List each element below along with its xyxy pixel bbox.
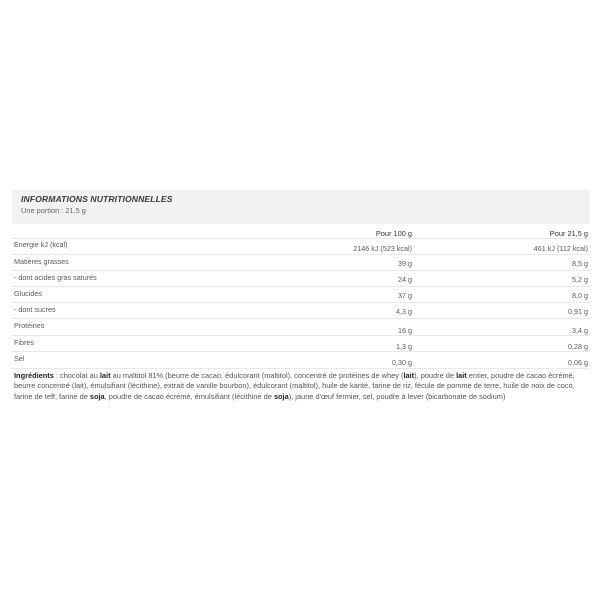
ingredients-part: ), poudre de: [414, 370, 457, 380]
row-value-per-portion: 8,0 g: [412, 287, 590, 303]
allergen-soy: soja: [89, 391, 105, 401]
column-header-per-100g: Pour 100 g: [375, 229, 412, 238]
row-value-per-portion: 0,28 g: [412, 336, 590, 352]
table-row: [12, 336, 590, 352]
nutrition-table: [12, 238, 590, 368]
row-label: Energie kJ (kcal): [12, 239, 312, 255]
row-value-per-portion: 0,91 g: [412, 303, 590, 319]
table-row: [12, 271, 590, 287]
allergen-milk: lait: [456, 370, 467, 380]
panel-subtitle: Une portion : 21,5 g: [21, 206, 86, 215]
ingredients-part: , poudre de cacao écrémé, émulsifiant (lécithine de: [104, 391, 274, 401]
column-headers: [12, 224, 590, 238]
row-value-per-portion: 5,2 g: [412, 271, 590, 287]
ingredients-part: ), jaune d'œuf fermier, sel, poudre à lever (bicarbonate de sodium): [288, 391, 506, 401]
ingredients-part: entier, poudre de cacao écrémé, beurre concentré (lait), émulsifiant (lécithine), extrait de vanille bourbon), édulcorant (maltitol), huile de karité, farine de riz, fécule de pomme de terre, huile de noix de coco, farine de teff, farine de: [14, 370, 575, 401]
allergen-milk: lait: [99, 370, 111, 380]
ingredients-label: Ingrédients: [14, 370, 54, 380]
nutrition-panel: [12, 190, 590, 402]
row-label: - dont acides gras saturés: [12, 271, 312, 287]
row-value-per-100g: 24 g: [312, 271, 412, 287]
row-label: Matières grasses: [12, 255, 312, 271]
ingredients-part: : chocolat au: [53, 370, 100, 380]
row-value-per-100g: 4,3 g: [312, 303, 412, 319]
row-value-per-portion: 3,4 g: [412, 319, 590, 336]
row-value-per-100g: 1,3 g: [312, 336, 412, 352]
row-value-per-100g: 39 g: [312, 255, 412, 271]
allergen-soy: soja: [273, 391, 289, 401]
row-label: Protéines: [12, 319, 312, 336]
table-row: [12, 287, 590, 303]
row-label: Fibres: [12, 336, 312, 352]
row-value-per-portion: 8,5 g: [412, 255, 590, 271]
table-row: [12, 352, 590, 368]
table-row: [12, 255, 590, 271]
row-value-per-100g: 2146 kJ (523 kcal): [312, 239, 412, 255]
panel-header: [12, 190, 590, 224]
row-label: - dont sucres: [12, 303, 312, 319]
row-value-per-portion: 0,06 g: [412, 352, 590, 368]
allergen-milk: lait: [403, 370, 415, 380]
row-value-per-100g: 16 g: [312, 319, 412, 336]
table-row: [12, 239, 590, 255]
ingredients-part: au maltitol 81% (beurre de cacao, édulcorant (maltitol), concentré de protéines de whey (: [110, 370, 404, 380]
table-row: [12, 303, 590, 319]
row-label: Sel: [12, 352, 312, 368]
row-value-per-100g: 37 g: [312, 287, 412, 303]
ingredients-text: [12, 369, 588, 403]
panel-title: INFORMATIONS NUTRITIONNELLES: [21, 194, 173, 204]
column-header-per-portion: Pour 21,5 g: [549, 229, 588, 238]
row-value-per-100g: 0,30 g: [312, 352, 412, 368]
row-value-per-portion: 461 kJ (112 kcal): [412, 239, 590, 255]
row-label: Glucides: [12, 287, 312, 303]
table-row: [12, 319, 590, 336]
